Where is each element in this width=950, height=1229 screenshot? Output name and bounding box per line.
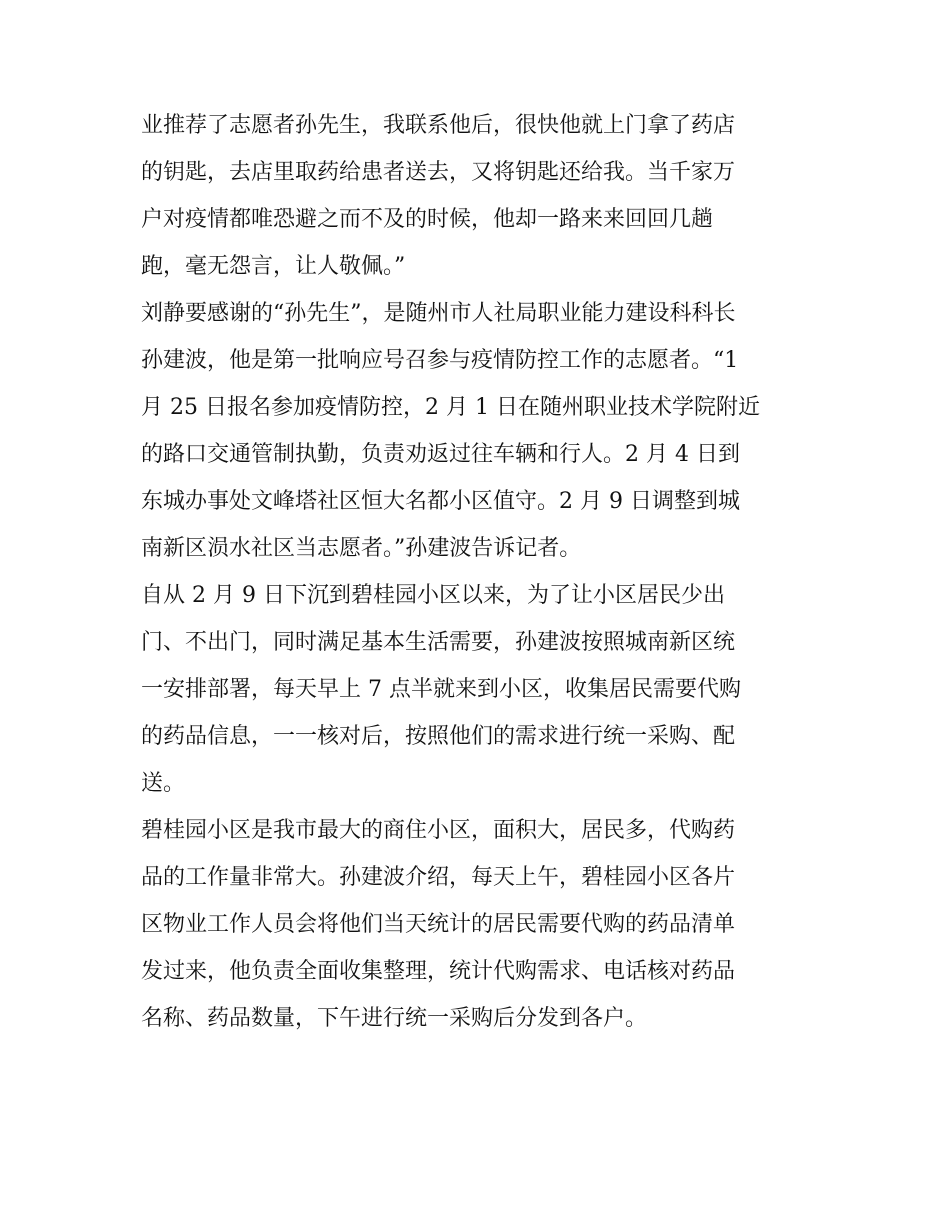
paragraph-volunteer-recommendation: 业推荐了志愿者孙先生，我联系他后，很快他就上门拿了药店 的钥匙，去店里取药给患者送去，又将钥匙还给我。当千家万 户对疫情都唯恐避之而不及的时候，他却一路来来回回几趟 跑，毫无怨言，让人敬佩。” <box>141 113 736 279</box>
article-body <box>141 102 813 1042</box>
paragraph-daily-routine: 自从 2 月 9 日下沉到碧桂园小区以来，为了让小区居民少出 门、不出门，同时满足基本生活需要，孙建波按照城南新区统 一安排部署，每天早上 7 点半就来到小区，收集居民需要代购 的药品信息，一一核对后，按照他们的需求进行统一采购、配 送。 <box>141 583 741 796</box>
paragraph-sun-jianbo-intro: 刘静要感谢的“孙先生”，是随州市人社局职业能力建设科科长 孙建波，他是第一批响应号召参与疫情防控工作的志愿者。“1 月 25 日报名参加疫情防控，2 月 1 日在随州职业技术学院附近 的路口交通管制执勤，负责劝返过往车辆和行人。2 月 4 日到 东城办事处文峰塔社区恒大名都小区值守。2 月 9 日调整到城 南新区涢水社区当志愿者。”孙建波告诉记者。 <box>141 301 760 561</box>
paragraph-workload: 碧桂园小区是我市最大的商住小区，面积大，居民多，代购药 品的工作量非常大。孙建波介绍，每天上午，碧桂园小区各片 区物业工作人员会将他们当天统计的居民需要代购的药品清单 发过来，他负责全面收集整理，统计代购需求、电话核对药品 名称、药品数量，下午进行统一采购后分发到各户。 <box>141 818 736 1031</box>
